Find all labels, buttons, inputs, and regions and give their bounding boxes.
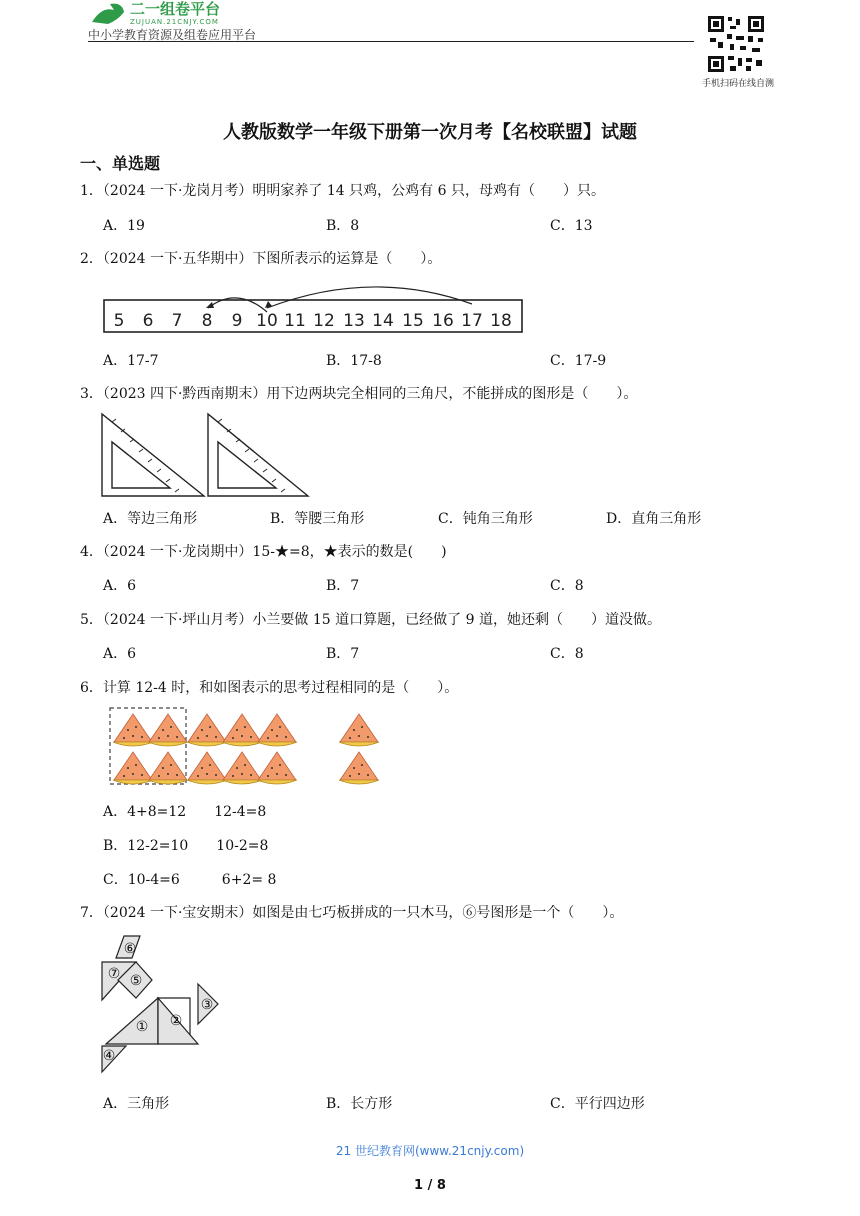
question-5-option-b[interactable]: B．7 — [326, 646, 360, 662]
watermelon-row-1 — [113, 714, 297, 746]
question-7-option-c[interactable]: C．平行四边形 — [550, 1096, 645, 1112]
logo-sub: ZUJUAN.21CNJY.COM — [130, 18, 219, 26]
page-number: 1 / 8 — [414, 1178, 446, 1193]
question-4-option-b[interactable]: B．7 — [326, 578, 360, 594]
question-4-stem: 4．（2024 一下·龙岗期中）15-★=8，★表示的数是( ) — [80, 544, 447, 560]
tangram-horse-figure — [98, 934, 228, 1080]
question-3-option-c[interactable]: C．钝角三角形 — [438, 511, 533, 527]
tick-label: 10 — [256, 311, 278, 331]
site-logo — [88, 0, 278, 26]
logo-runner-icon — [92, 4, 124, 24]
question-3-option-b[interactable]: B．等腰三角形 — [270, 511, 365, 527]
tangram-label: ① — [135, 1019, 149, 1035]
question-7-option-b[interactable]: B．长方形 — [326, 1096, 393, 1112]
tangram-label: ② — [169, 1013, 183, 1029]
tangram-label: ⑥ — [123, 941, 137, 957]
question-4-option-c[interactable]: C．8 — [550, 578, 584, 594]
tick-label: 17 — [461, 311, 483, 331]
qr-caption: 手机扫码在线自测 — [701, 79, 774, 89]
question-6-option-b[interactable]: B．12-2=10 10-2=8 — [103, 838, 269, 854]
question-1-stem: 1．（2024 一下·龙岗月考）明明家养了 14 只鸡，公鸡有 6 只，母鸡有（ ）只。 — [80, 183, 605, 199]
header-divider — [88, 41, 694, 42]
question-4-option-a[interactable]: A．6 — [103, 578, 137, 594]
question-5-option-a[interactable]: A．6 — [103, 646, 137, 662]
page-title: 人教版数学一年级下册第一次月考【名校联盟】试题 — [223, 122, 637, 143]
section-heading: 一、单选题 — [80, 154, 161, 173]
tick-label: 5 — [113, 311, 125, 331]
tangram-label: ③ — [200, 997, 214, 1013]
header-tagline: 中小学教育资源及组卷应用平台 — [88, 28, 257, 42]
tangram-piece-1 — [106, 998, 158, 1044]
tick-label: 8 — [201, 311, 213, 331]
question-1-option-b[interactable]: B．8 — [326, 218, 360, 234]
question-6-option-a[interactable]: A．4+8=12 12-4=8 — [103, 804, 267, 820]
tick-label: 16 — [432, 311, 454, 331]
tick-label: 12 — [313, 311, 335, 331]
question-3-option-a[interactable]: A．等边三角形 — [103, 511, 198, 527]
question-1-option-a[interactable]: A．19 — [103, 218, 145, 234]
tick-label: 11 — [284, 311, 306, 331]
watermelon-extra — [339, 714, 379, 784]
footer-site-link[interactable]: 21 世纪教育网(www.21cnjy.com) — [335, 1144, 525, 1158]
tick-label: 18 — [490, 311, 512, 331]
tick-label: 7 — [171, 311, 183, 331]
tick-label: 14 — [372, 311, 394, 331]
question-7-option-a[interactable]: A．三角形 — [103, 1096, 170, 1112]
set-square-figure — [100, 412, 312, 502]
watermelon-row-2 — [113, 752, 297, 784]
question-2-stem: 2．（2024 一下·五华期中）下图所表示的运算是（ ）。 — [80, 251, 442, 267]
question-2-option-c[interactable]: C．17-9 — [550, 353, 607, 369]
tick-label: 6 — [142, 311, 154, 331]
qr-code-icon[interactable] — [706, 14, 766, 74]
question-5-option-c[interactable]: C．8 — [550, 646, 584, 662]
question-6-option-c[interactable]: C．10-4=6 6+2= 8 — [103, 872, 277, 888]
question-7-stem: 7．（2024 一下·宝安期末）如图是由七巧板拼成的一只木马，⑥号图形是一个（ ）。 — [80, 905, 624, 921]
question-5-stem: 5．（2024 一下·坪山月考）小兰要做 15 道口算题，已经做了 9 道，她还剩（ ）道没做。 — [80, 612, 661, 628]
question-6-stem: 6．计算 12-4 时，和如图表示的思考过程相同的是（ ）。 — [80, 680, 459, 696]
logo-text: 二一组卷平台 — [130, 0, 221, 18]
question-1-option-c[interactable]: C．13 — [550, 218, 593, 234]
tangram-label: ④ — [102, 1048, 116, 1064]
tangram-label: ⑦ — [107, 966, 121, 982]
watermelon-figure — [106, 706, 386, 792]
question-3-stem: 3．（2023 四下·黔西南期末）用下边两块完全相同的三角尺，不能拼成的图形是（ ）。 — [80, 386, 638, 402]
tick-label: 15 — [402, 311, 424, 331]
tick-label: 9 — [231, 311, 243, 331]
question-2-option-b[interactable]: B．17-8 — [326, 353, 382, 369]
tangram-label: ⑤ — [129, 973, 143, 989]
question-2-option-a[interactable]: A．17-7 — [103, 353, 159, 369]
tick-label: 13 — [343, 311, 365, 331]
set-square-1 — [102, 414, 204, 496]
set-square-2 — [208, 414, 308, 496]
number-line-figure — [102, 278, 526, 342]
question-3-option-d[interactable]: D．直角三角形 — [606, 511, 702, 527]
